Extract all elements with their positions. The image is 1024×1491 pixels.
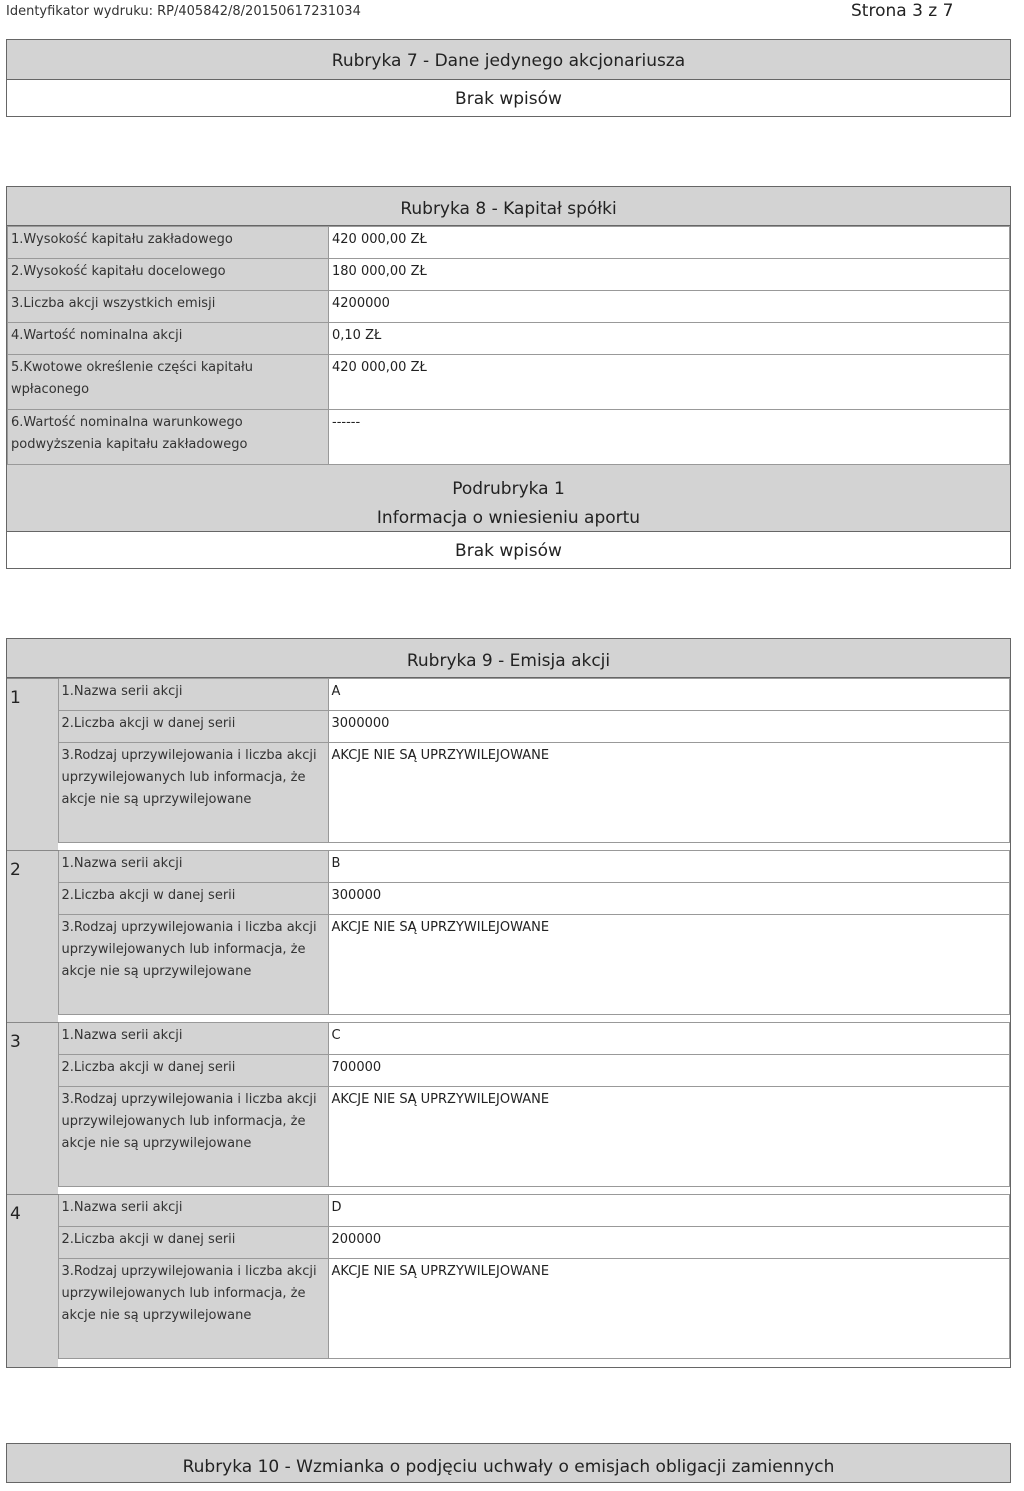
table-row (8, 323, 1010, 355)
row-value: 4200000 (329, 291, 1010, 323)
row-spacer (7, 1187, 1010, 1195)
table-row (7, 851, 1010, 883)
table-row (7, 1023, 1010, 1055)
row-value: B (328, 851, 1010, 883)
document-identifier: Identyfikator wydruku: RP/405842/8/20150617231034 (6, 4, 361, 19)
page-header (0, 0, 1024, 30)
row-label: 1.Nazwa serii akcji (58, 851, 328, 883)
section-title: Rubryka 7 - Dane jedynego akcjonariusza (7, 40, 1010, 79)
row-spacer (7, 1359, 1010, 1367)
section-rubryka-8 (6, 186, 1011, 569)
table-row (7, 679, 1010, 711)
table-row (8, 410, 1010, 465)
row-value: ------ (329, 410, 1010, 465)
row-value: 300000 (328, 883, 1010, 915)
row-label: 1.Wysokość kapitału zakładowego (8, 227, 329, 259)
row-label: 3.Liczba akcji wszystkich emisji (8, 291, 329, 323)
row-label: 3.Rodzaj uprzywilejowania i liczba akcji uprzywilejowanych lub informacja, że akcje nie są uprzywilejowane (58, 915, 328, 1015)
entry-number: 4 (7, 1195, 58, 1367)
row-value: AKCJE NIE SĄ UPRZYWILEJOWANE (328, 1087, 1010, 1187)
row-label: 5.Kwotowe określenie części kapitału wpłaconego (8, 355, 329, 410)
row-label: 1.Nazwa serii akcji (58, 679, 328, 711)
row-value: AKCJE NIE SĄ UPRZYWILEJOWANE (328, 743, 1010, 843)
section-title: Rubryka 10 - Wzmianka o podjęciu uchwały o emisjach obligacji zamiennych (7, 1444, 1010, 1482)
entry-number: 3 (7, 1023, 58, 1195)
table-row (7, 1087, 1010, 1187)
table-row (7, 915, 1010, 1015)
table-row (8, 259, 1010, 291)
table-row (7, 1195, 1010, 1227)
row-value: 0,10 ZŁ (329, 323, 1010, 355)
table-row (7, 711, 1010, 743)
table-row (7, 1055, 1010, 1087)
row-value: A (328, 679, 1010, 711)
table-row (7, 883, 1010, 915)
row-label: 3.Rodzaj uprzywilejowania i liczba akcji uprzywilejowanych lub informacja, że akcje nie są uprzywilejowane (58, 1259, 328, 1359)
row-label: 3.Rodzaj uprzywilejowania i liczba akcji uprzywilejowanych lub informacja, że akcje nie są uprzywilejowane (58, 1087, 328, 1187)
subsection-title (7, 465, 1010, 531)
row-value: AKCJE NIE SĄ UPRZYWILEJOWANE (328, 915, 1010, 1015)
row-value: 3000000 (328, 711, 1010, 743)
table-row (8, 227, 1010, 259)
row-value: 420 000,00 ZŁ (329, 355, 1010, 410)
section-title: Rubryka 8 - Kapitał spółki (7, 187, 1010, 226)
row-value: 180 000,00 ZŁ (329, 259, 1010, 291)
row-label: 2.Liczba akcji w danej serii (58, 1055, 328, 1087)
row-value: C (328, 1023, 1010, 1055)
entry-number: 2 (7, 851, 58, 1023)
row-value: D (328, 1195, 1010, 1227)
row-label: 4.Wartość nominalna akcji (8, 323, 329, 355)
row-label: 2.Wysokość kapitału docelowego (8, 259, 329, 291)
section-rubryka-10 (6, 1443, 1011, 1483)
row-label: 1.Nazwa serii akcji (58, 1023, 328, 1055)
no-entries-text: Brak wpisów (7, 531, 1010, 568)
row-value: 420 000,00 ZŁ (329, 227, 1010, 259)
row-value: 700000 (328, 1055, 1010, 1087)
table-row (7, 743, 1010, 843)
share-issue-table (7, 678, 1010, 1367)
entry-number: 1 (7, 679, 58, 851)
row-label: 2.Liczba akcji w danej serii (58, 711, 328, 743)
row-value: AKCJE NIE SĄ UPRZYWILEJOWANE (328, 1259, 1010, 1359)
row-value: 200000 (328, 1227, 1010, 1259)
subsection-name: Informacja o wniesieniu aportu (376, 508, 641, 528)
section-rubryka-9 (6, 638, 1011, 1368)
no-entries-text: Brak wpisów (7, 79, 1010, 116)
section-title: Rubryka 9 - Emisja akcji (7, 639, 1010, 678)
capital-table (7, 226, 1010, 465)
subsection-number: Podrubryka 1 (452, 479, 565, 499)
row-spacer (7, 843, 1010, 851)
row-label: 2.Liczba akcji w danej serii (58, 1227, 328, 1259)
row-label: 2.Liczba akcji w danej serii (58, 883, 328, 915)
page-number: Strona 3 z 7 (851, 1, 954, 21)
row-label: 1.Nazwa serii akcji (58, 1195, 328, 1227)
row-label: 6.Wartość nominalna warunkowego podwyższenia kapitału zakładowego (8, 410, 329, 465)
table-row (7, 1227, 1010, 1259)
table-row (7, 1259, 1010, 1359)
table-row (8, 291, 1010, 323)
row-label: 3.Rodzaj uprzywilejowania i liczba akcji uprzywilejowanych lub informacja, że akcje nie są uprzywilejowane (58, 743, 328, 843)
row-spacer (7, 1015, 1010, 1023)
section-rubryka-7 (6, 39, 1011, 117)
table-row (8, 355, 1010, 410)
